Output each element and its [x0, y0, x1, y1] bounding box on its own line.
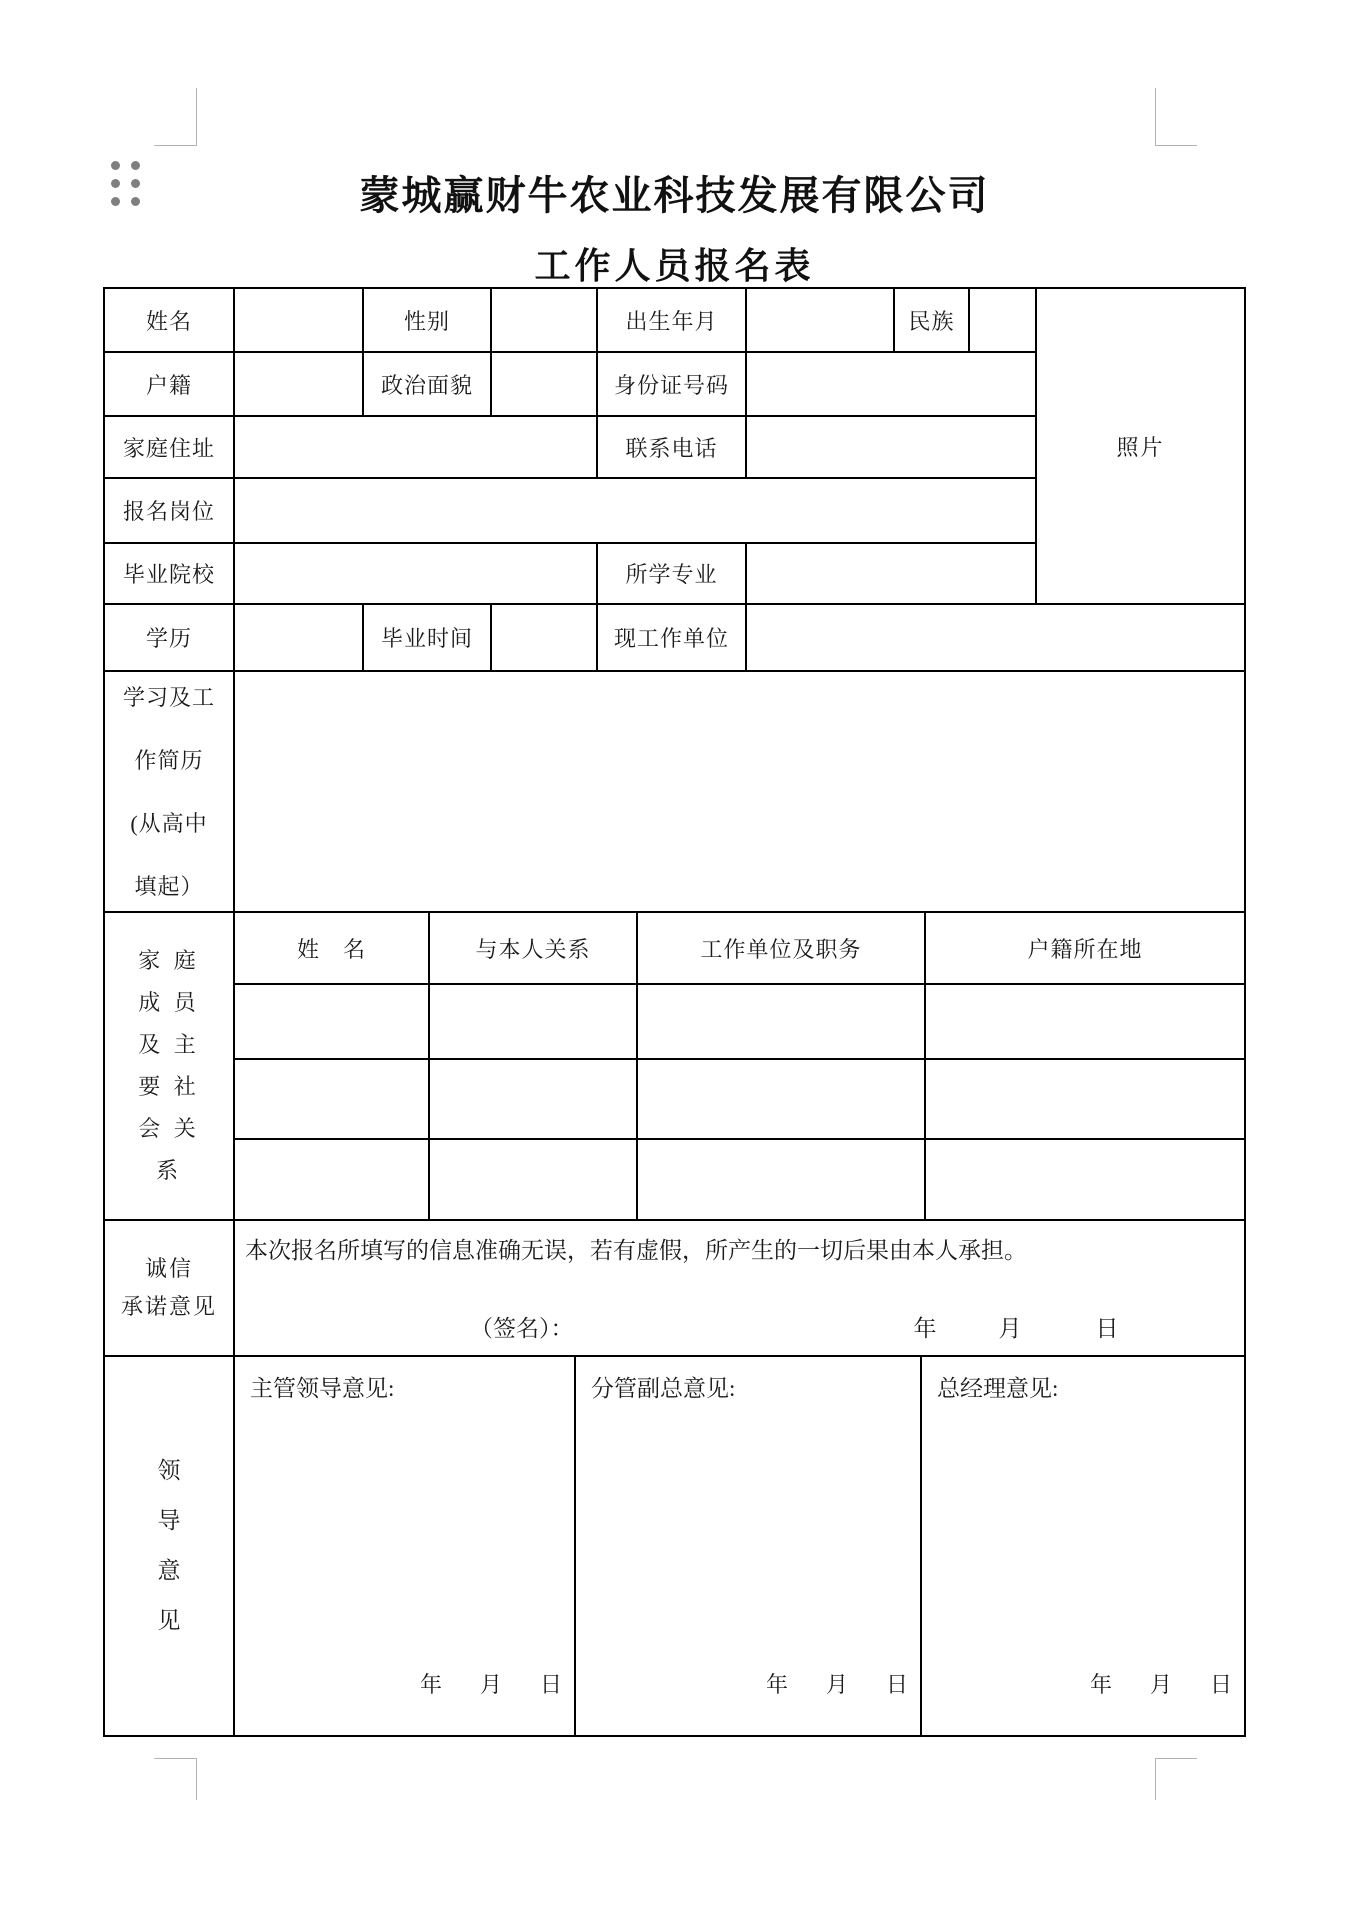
table-row [105, 417, 1037, 479]
family-relation-header: 与本人关系 [430, 913, 638, 985]
deputy-gm-opinion-cell[interactable] [576, 1357, 922, 1737]
gender-label: 性别 [364, 289, 492, 353]
family-row [235, 1060, 1246, 1140]
school-input-cell[interactable] [235, 544, 598, 605]
resume-label-line: (从高中 [130, 810, 208, 836]
year-label: 年 [419, 1672, 442, 1697]
family-label-line: 要 社 [138, 1074, 200, 1099]
date-line [576, 1668, 920, 1735]
year-label: 年 [913, 1316, 937, 1341]
name-label: 姓名 [105, 289, 235, 353]
crop-mark-bottom-left-v [196, 1758, 197, 1800]
crop-mark-top-right-v [1155, 88, 1156, 146]
year-label: 年 [765, 1672, 788, 1697]
photo-cell[interactable] [1037, 289, 1246, 605]
date-line [235, 1668, 574, 1735]
table-row [105, 353, 1037, 417]
family-label-line: 及 主 [138, 1032, 200, 1057]
major-label: 所学专业 [598, 544, 747, 605]
integrity-label-line: 诚信 [144, 1256, 193, 1281]
family-residence-input-cell[interactable] [926, 985, 1246, 1060]
table-row [105, 289, 1037, 353]
leadership-label [105, 1357, 235, 1737]
crop-mark-top-left-v [196, 88, 197, 146]
family-workunit-header: 工作单位及职务 [638, 913, 926, 985]
deputy-gm-opinion-header: 分管副总意见: [591, 1376, 736, 1401]
family-section [105, 913, 1246, 1221]
supervisor-opinion-header: 主管领导意见: [250, 1376, 395, 1401]
ethnicity-label: 民族 [895, 289, 970, 353]
family-relation-input-cell[interactable] [430, 985, 638, 1060]
family-table [235, 913, 1246, 1221]
family-label-line: 会 关 [138, 1116, 200, 1141]
integrity-statement: 本次报名所填写的信息准确无误，若有虚假，所产生的一切后果由本人承担。 [245, 1238, 1027, 1263]
integrity-label-line: 承诺意见 [120, 1294, 217, 1319]
company-title: 蒙城赢财牛农业科技发展有限公司 [359, 173, 990, 218]
form-title: 工作人员报名表 [534, 246, 815, 286]
crop-mark-top-right-h [1155, 145, 1197, 146]
family-residence-header: 户籍所在地 [926, 913, 1246, 985]
day-label: 日 [1209, 1672, 1232, 1697]
political-status-label: 政治面貌 [364, 353, 492, 417]
resume-label-line: 作简历 [134, 747, 204, 773]
birth-date-input-cell[interactable] [747, 289, 895, 353]
crop-mark-bottom-left-h [154, 1758, 197, 1759]
family-row [235, 1140, 1246, 1221]
crop-mark-bottom-right-v [1155, 1758, 1156, 1800]
integrity-section [105, 1221, 1246, 1357]
integrity-label [105, 1221, 235, 1357]
basic-info-block [105, 289, 1246, 605]
id-number-label: 身份证号码 [598, 353, 747, 417]
supervisor-opinion-cell[interactable] [235, 1357, 576, 1737]
employer-label: 现工作单位 [598, 605, 747, 672]
position-input-cell[interactable] [235, 479, 1037, 544]
application-form-table [103, 287, 1246, 1737]
crop-mark-bottom-right-h [1155, 1758, 1197, 1759]
resume-label-line: 填起） [134, 873, 204, 899]
residence-input-cell[interactable] [235, 353, 364, 417]
family-relation-input-cell[interactable] [430, 1140, 638, 1221]
family-name-input-cell[interactable] [235, 985, 430, 1060]
major-input-cell[interactable] [747, 544, 1037, 605]
leadership-label-char: 领 [157, 1458, 181, 1483]
family-workunit-input-cell[interactable] [638, 1140, 926, 1221]
home-address-label: 家庭住址 [105, 417, 235, 479]
family-section-label [105, 913, 235, 1221]
name-input-cell[interactable] [235, 289, 364, 353]
birth-date-label: 出生年月 [598, 289, 747, 353]
family-workunit-input-cell[interactable] [638, 1060, 926, 1140]
leadership-label-char: 意 [157, 1558, 181, 1583]
opinion-blank-space [922, 1403, 1244, 1668]
signature-label: （签名）： [470, 1316, 574, 1341]
family-header-row [235, 913, 1246, 985]
integrity-content-cell[interactable] [235, 1221, 1246, 1357]
school-label: 毕业院校 [105, 544, 235, 605]
family-name-input-cell[interactable] [235, 1140, 430, 1221]
day-label: 日 [885, 1672, 908, 1697]
residence-label: 户籍 [105, 353, 235, 417]
gm-opinion-cell[interactable] [922, 1357, 1246, 1737]
date-line [922, 1668, 1244, 1735]
family-label-line: 成 员 [138, 990, 200, 1015]
family-residence-input-cell[interactable] [926, 1060, 1246, 1140]
education-label: 学历 [105, 605, 235, 672]
photo-label: 照片 [1116, 434, 1165, 460]
family-name-input-cell[interactable] [235, 1060, 430, 1140]
resume-input-cell[interactable] [235, 672, 1246, 913]
table-row [105, 605, 1246, 672]
grad-time-input-cell[interactable] [492, 605, 598, 672]
month-label: 月 [825, 1672, 848, 1697]
crop-mark-top-left-h [154, 145, 197, 146]
family-row [235, 985, 1246, 1060]
id-number-input-cell[interactable] [747, 353, 1037, 417]
education-input-cell[interactable] [235, 605, 364, 672]
opinion-blank-space [235, 1403, 574, 1668]
position-label: 报名岗位 [105, 479, 235, 544]
gender-input-cell[interactable] [492, 289, 598, 353]
year-label: 年 [1089, 1672, 1112, 1697]
family-relation-input-cell[interactable] [430, 1060, 638, 1140]
leadership-label-char: 导 [157, 1508, 181, 1533]
family-residence-input-cell[interactable] [926, 1140, 1246, 1221]
table-row [105, 479, 1037, 544]
ethnicity-input-cell[interactable] [970, 289, 1037, 353]
family-label-line: 家 庭 [138, 948, 200, 973]
day-label: 日 [1095, 1316, 1119, 1341]
opinion-blank-space [576, 1403, 920, 1668]
family-name-header: 姓 名 [235, 913, 430, 985]
resume-label-line: 学习及工 [122, 684, 215, 710]
family-workunit-input-cell[interactable] [638, 985, 926, 1060]
month-label: 月 [479, 1672, 502, 1697]
day-label: 日 [539, 1672, 562, 1697]
resume-section [105, 672, 1246, 913]
month-label: 月 [1149, 1672, 1172, 1697]
family-label-line: 系 [155, 1158, 182, 1183]
phone-label: 联系电话 [598, 417, 747, 479]
political-status-input-cell[interactable] [492, 353, 598, 417]
leadership-label-char: 见 [157, 1608, 181, 1633]
phone-input-cell[interactable] [747, 417, 1037, 479]
gm-opinion-header: 总经理意见: [937, 1376, 1059, 1401]
home-address-input-cell[interactable] [235, 417, 598, 479]
employer-input-cell[interactable] [747, 605, 1246, 672]
leadership-section [105, 1357, 1246, 1737]
table-row [105, 544, 1037, 605]
month-label: 月 [998, 1316, 1022, 1341]
resume-label [105, 672, 235, 913]
signature-line [235, 1310, 1244, 1343]
grad-time-label: 毕业时间 [364, 605, 492, 672]
